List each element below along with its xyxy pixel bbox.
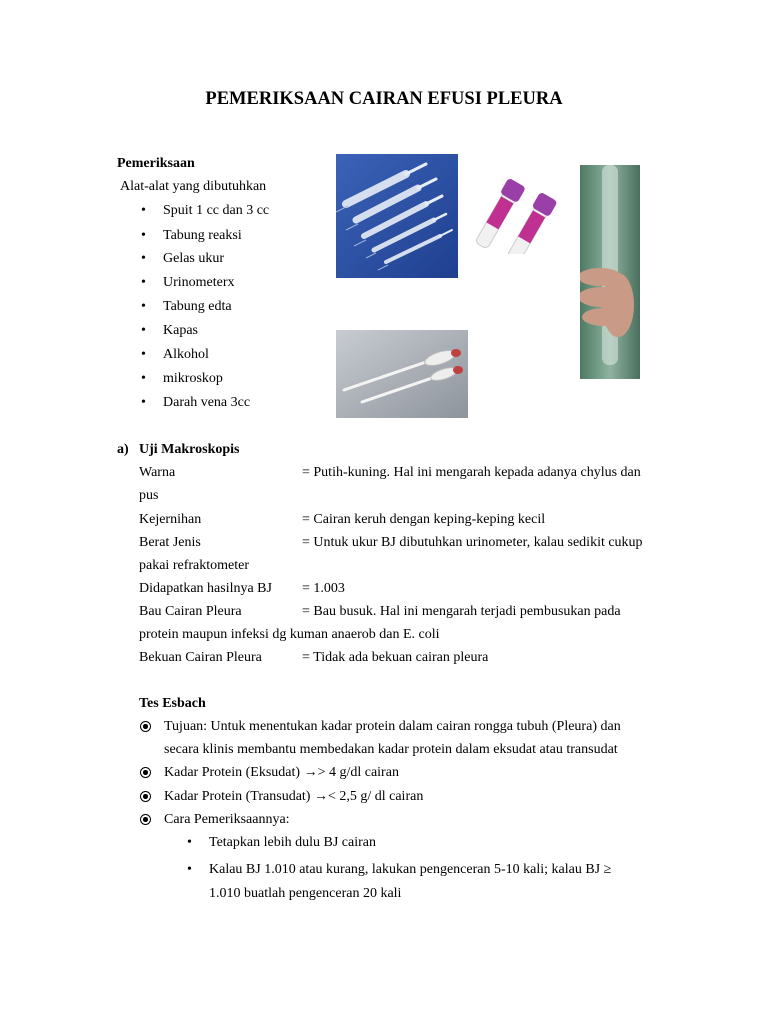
section-heading: Pemeriksaan — [117, 156, 195, 171]
esbach-transudat: Kadar Protein (Transudat) →< 2,5 g/ dl cairan — [164, 789, 424, 804]
edta-tubes-photo — [461, 162, 569, 254]
bullet-icon: • — [187, 835, 192, 850]
bullet-icon: • — [141, 275, 146, 290]
radio-bullet-icon — [140, 791, 151, 802]
warna-value: = Putih-kuning. Hal ini mengarah kepada adanya chylus dan — [302, 465, 641, 480]
esbach-tujuan: Tujuan: Untuk menentukan kadar protein dalam cairan rongga tubuh (Pleura) dan — [164, 719, 621, 734]
radio-bullet-icon — [140, 814, 151, 825]
kejernihan-value: = Cairan keruh dengan keping-keping kecil — [302, 512, 546, 527]
page-title: PEMERIKSAAN CAIRAN EFUSI PLEURA — [205, 89, 563, 109]
bullet-icon: • — [141, 228, 146, 243]
tools-intro: Alat-alat yang dibutuhkan — [120, 179, 267, 194]
step-item: • Kalau BJ 1.010 atau kurang, lakukan pengenceran 5-10 kali; kalau BJ ≥ — [187, 862, 612, 877]
bullet-icon: • — [141, 347, 146, 362]
list-item: • Tabung reaksi — [141, 228, 242, 243]
warna-cont: pus — [139, 488, 159, 503]
hasil-label: Didapatkan hasilnya BJ — [139, 581, 272, 596]
esbach-heading: Tes Esbach — [139, 696, 206, 711]
radio-bullet-icon — [140, 721, 151, 732]
bj-label: Berat Jenis — [139, 535, 201, 550]
esbach-eksudat: Kadar Protein (Eksudat) →> 4 g/dl cairan — [164, 765, 399, 780]
list-item: • Tabung edta — [141, 299, 232, 314]
list-item: • Gelas ukur — [141, 251, 225, 266]
bj-value: = Untuk ukur BJ dibutuhkan urinometer, kalau sedikit cukup — [302, 535, 643, 550]
kejernihan-label: Kejernihan — [139, 512, 202, 527]
test-tube-in-hand-photo — [580, 165, 640, 379]
step-item: • Tetapkan lebih dulu BJ cairan — [187, 835, 376, 850]
bau-cont: protein maupun infeksi dg kuman anaerob dan E. coli — [139, 627, 440, 642]
bekuan-value: = Tidak ada bekuan cairan pleura — [302, 650, 489, 665]
list-item: • Darah vena 3cc — [141, 395, 251, 410]
warna-label: Warna — [139, 465, 176, 480]
bekuan-label: Bekuan Cairan Pleura — [139, 650, 262, 665]
step-item-cont: 1.010 buatlah pengenceran 20 kali — [209, 886, 402, 901]
bullet-icon: • — [141, 323, 146, 338]
bullet-icon: • — [141, 395, 146, 410]
bullet-icon: • — [141, 371, 146, 386]
bau-label: Bau Cairan Pleura — [139, 604, 242, 619]
list-item: • Urinometerx — [141, 275, 235, 290]
section-marker: a) — [117, 442, 129, 457]
hasil-value: = 1.003 — [302, 581, 345, 596]
list-item: • Spuit 1 cc dan 3 cc — [141, 203, 270, 218]
syringes-photo — [336, 154, 458, 278]
esbach-tujuan-cont: secara klinis membantu membedakan kadar protein dalam eksudat atau transudat — [164, 742, 618, 757]
list-item: • Kapas — [141, 323, 198, 338]
makro-heading: Uji Makroskopis — [139, 442, 240, 457]
radio-bullet-icon — [140, 767, 151, 778]
bullet-icon: • — [141, 251, 146, 266]
bullet-icon: • — [141, 299, 146, 314]
bj-cont: pakai refraktometer — [139, 558, 249, 573]
esbach-cara: Cara Pemeriksaannya: — [164, 812, 290, 827]
list-item: • Alkohol — [141, 347, 209, 362]
bau-value: = Bau busuk. Hal ini mengarah terjadi pembusukan pada — [302, 604, 621, 619]
bullet-icon: • — [187, 862, 192, 877]
bullet-icon: • — [141, 203, 146, 218]
list-item: • mikroskop — [141, 371, 223, 386]
urinometer-photo — [336, 330, 468, 418]
